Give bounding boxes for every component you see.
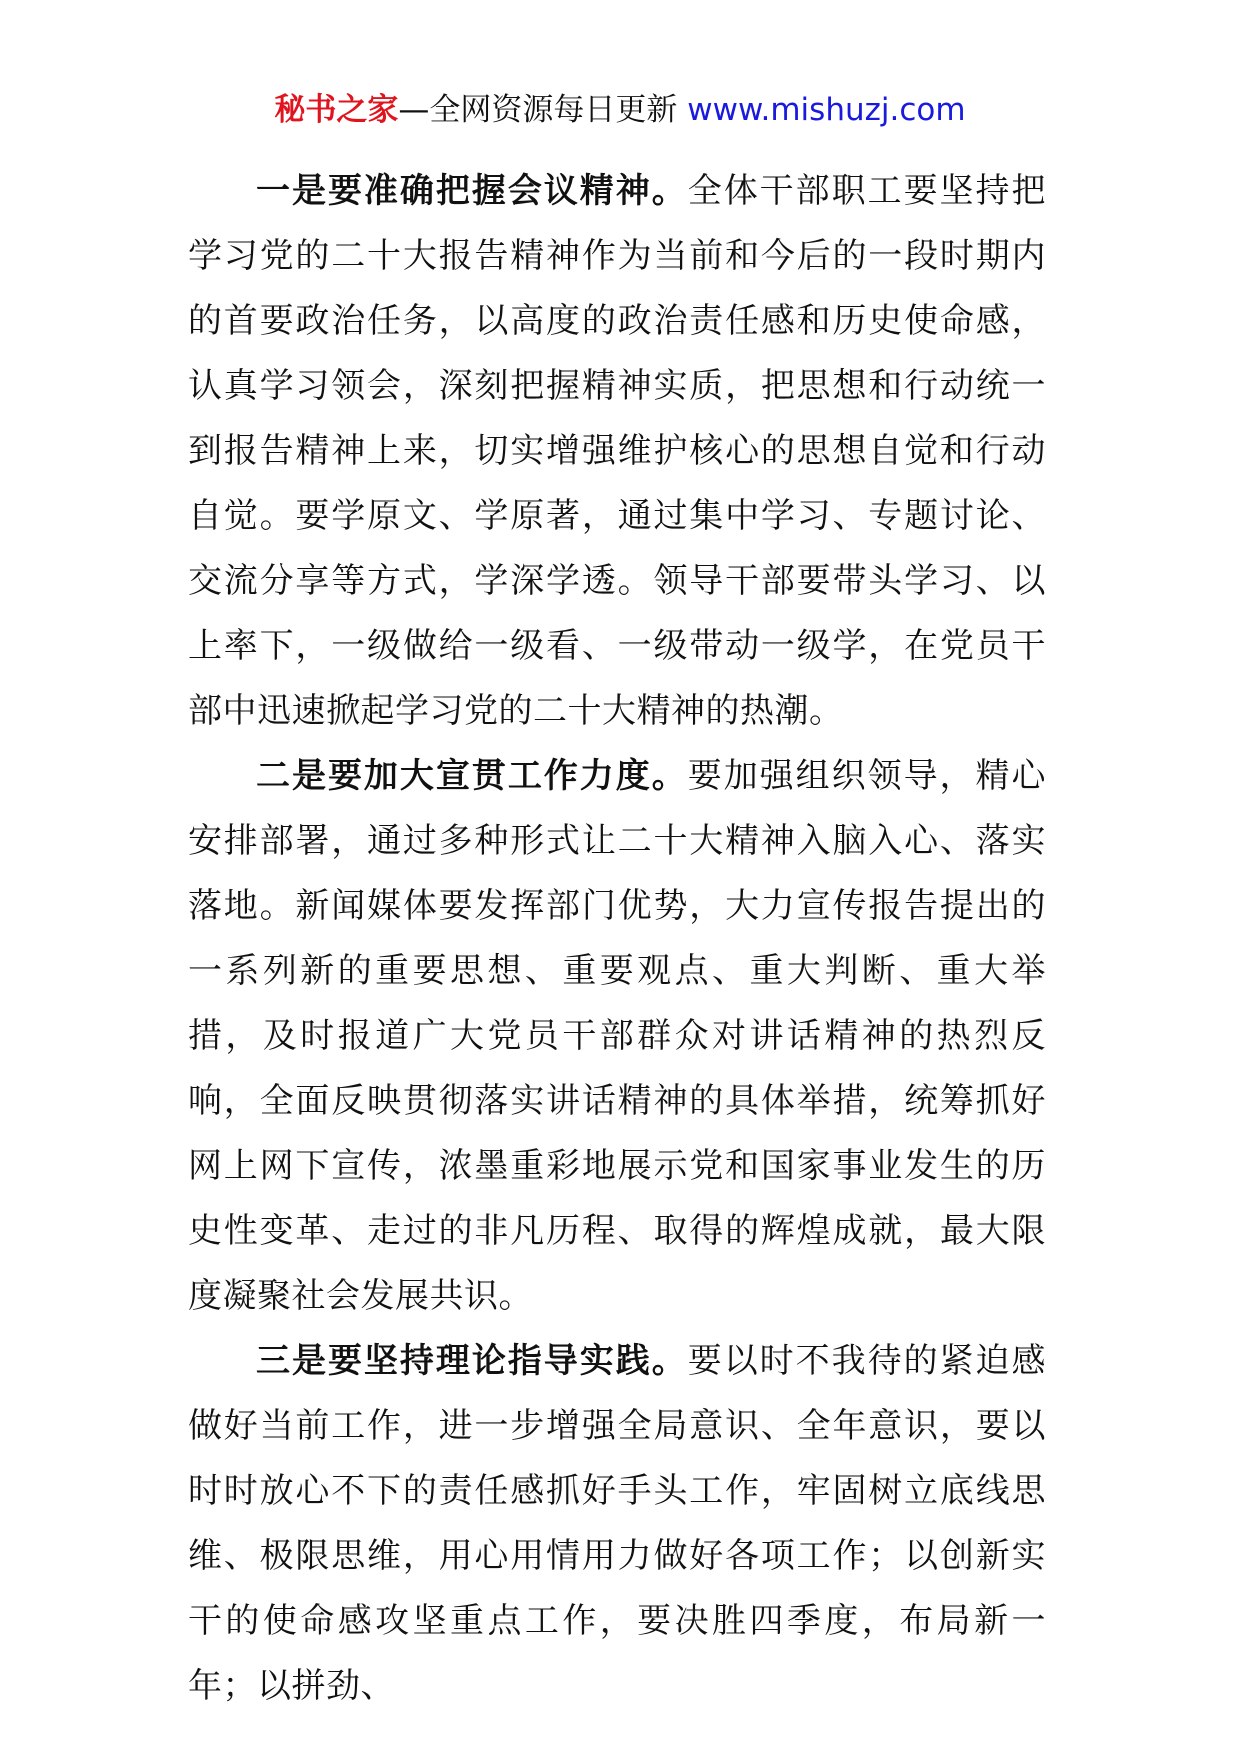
- paragraph-1: [188, 159, 1046, 744]
- site-header: [0, 88, 1240, 132]
- site-url-link[interactable]: www.mishuzj.com: [687, 92, 966, 128]
- paragraph-3: [188, 1329, 1046, 1719]
- paragraph-3-text: 要以时不我待的紧迫感做好当前工作，进一步增强全局意识、全年意识，要以时时放心不下的责任感抓好手头工作，牢固树立底线思维、极限思维，用心用情用力做好各项工作；以创新实干的使命感攻坚重点工作，要决胜四季度，布局新一年；以拼劲、: [188, 1341, 1047, 1706]
- paragraph-1-text: 全体干部职工要坚持把学习党的二十大报告精神作为当前和今后的一段时期内的首要政治任务，以高度的政治责任感和历史使命感，认真学习领会，深刻把握精神实质，把思想和行动统一到报告精神上来，切实增强维护核心的思想自觉和行动自觉。要学原文、学原著，通过集中学习、专题讨论、交流分享等方式，学深学透。领导干部要带头学习、以上率下，一级做给一级看、一级带动一级学，在党员干部中迅速掀起学习党的二十大精神的热潮。: [188, 171, 1047, 731]
- document-body: [188, 159, 1046, 1719]
- paragraph-2: [188, 744, 1046, 1329]
- paragraph-1-lead: 一是要准确把握会议精神。: [256, 171, 688, 211]
- paragraph-2-lead: 二是要加大宣贯工作力度。: [256, 756, 688, 796]
- site-brand: 秘书之家: [274, 92, 399, 128]
- paragraph-2-text: 要加强组织领导，精心安排部署，通过多种形式让二十大精神入脑入心、落实落地。新闻媒体要发挥部门优势，大力宣传报告提出的一系列新的重要思想、重要观点、重大判断、重大举措，及时报道广大党员干部群众对讲话精神的热烈反响，全面反映贯彻落实讲话精神的具体举措，统筹抓好网上网下宣传，浓墨重彩地展示党和国家事业发生的历史性变革、走过的非凡历程、取得的辉煌成就，最大限度凝聚社会发展共识。: [188, 756, 1047, 1316]
- paragraph-3-lead: 三是要坚持理论指导实践。: [256, 1341, 688, 1381]
- site-tagline: —全网资源每日更新: [398, 92, 678, 128]
